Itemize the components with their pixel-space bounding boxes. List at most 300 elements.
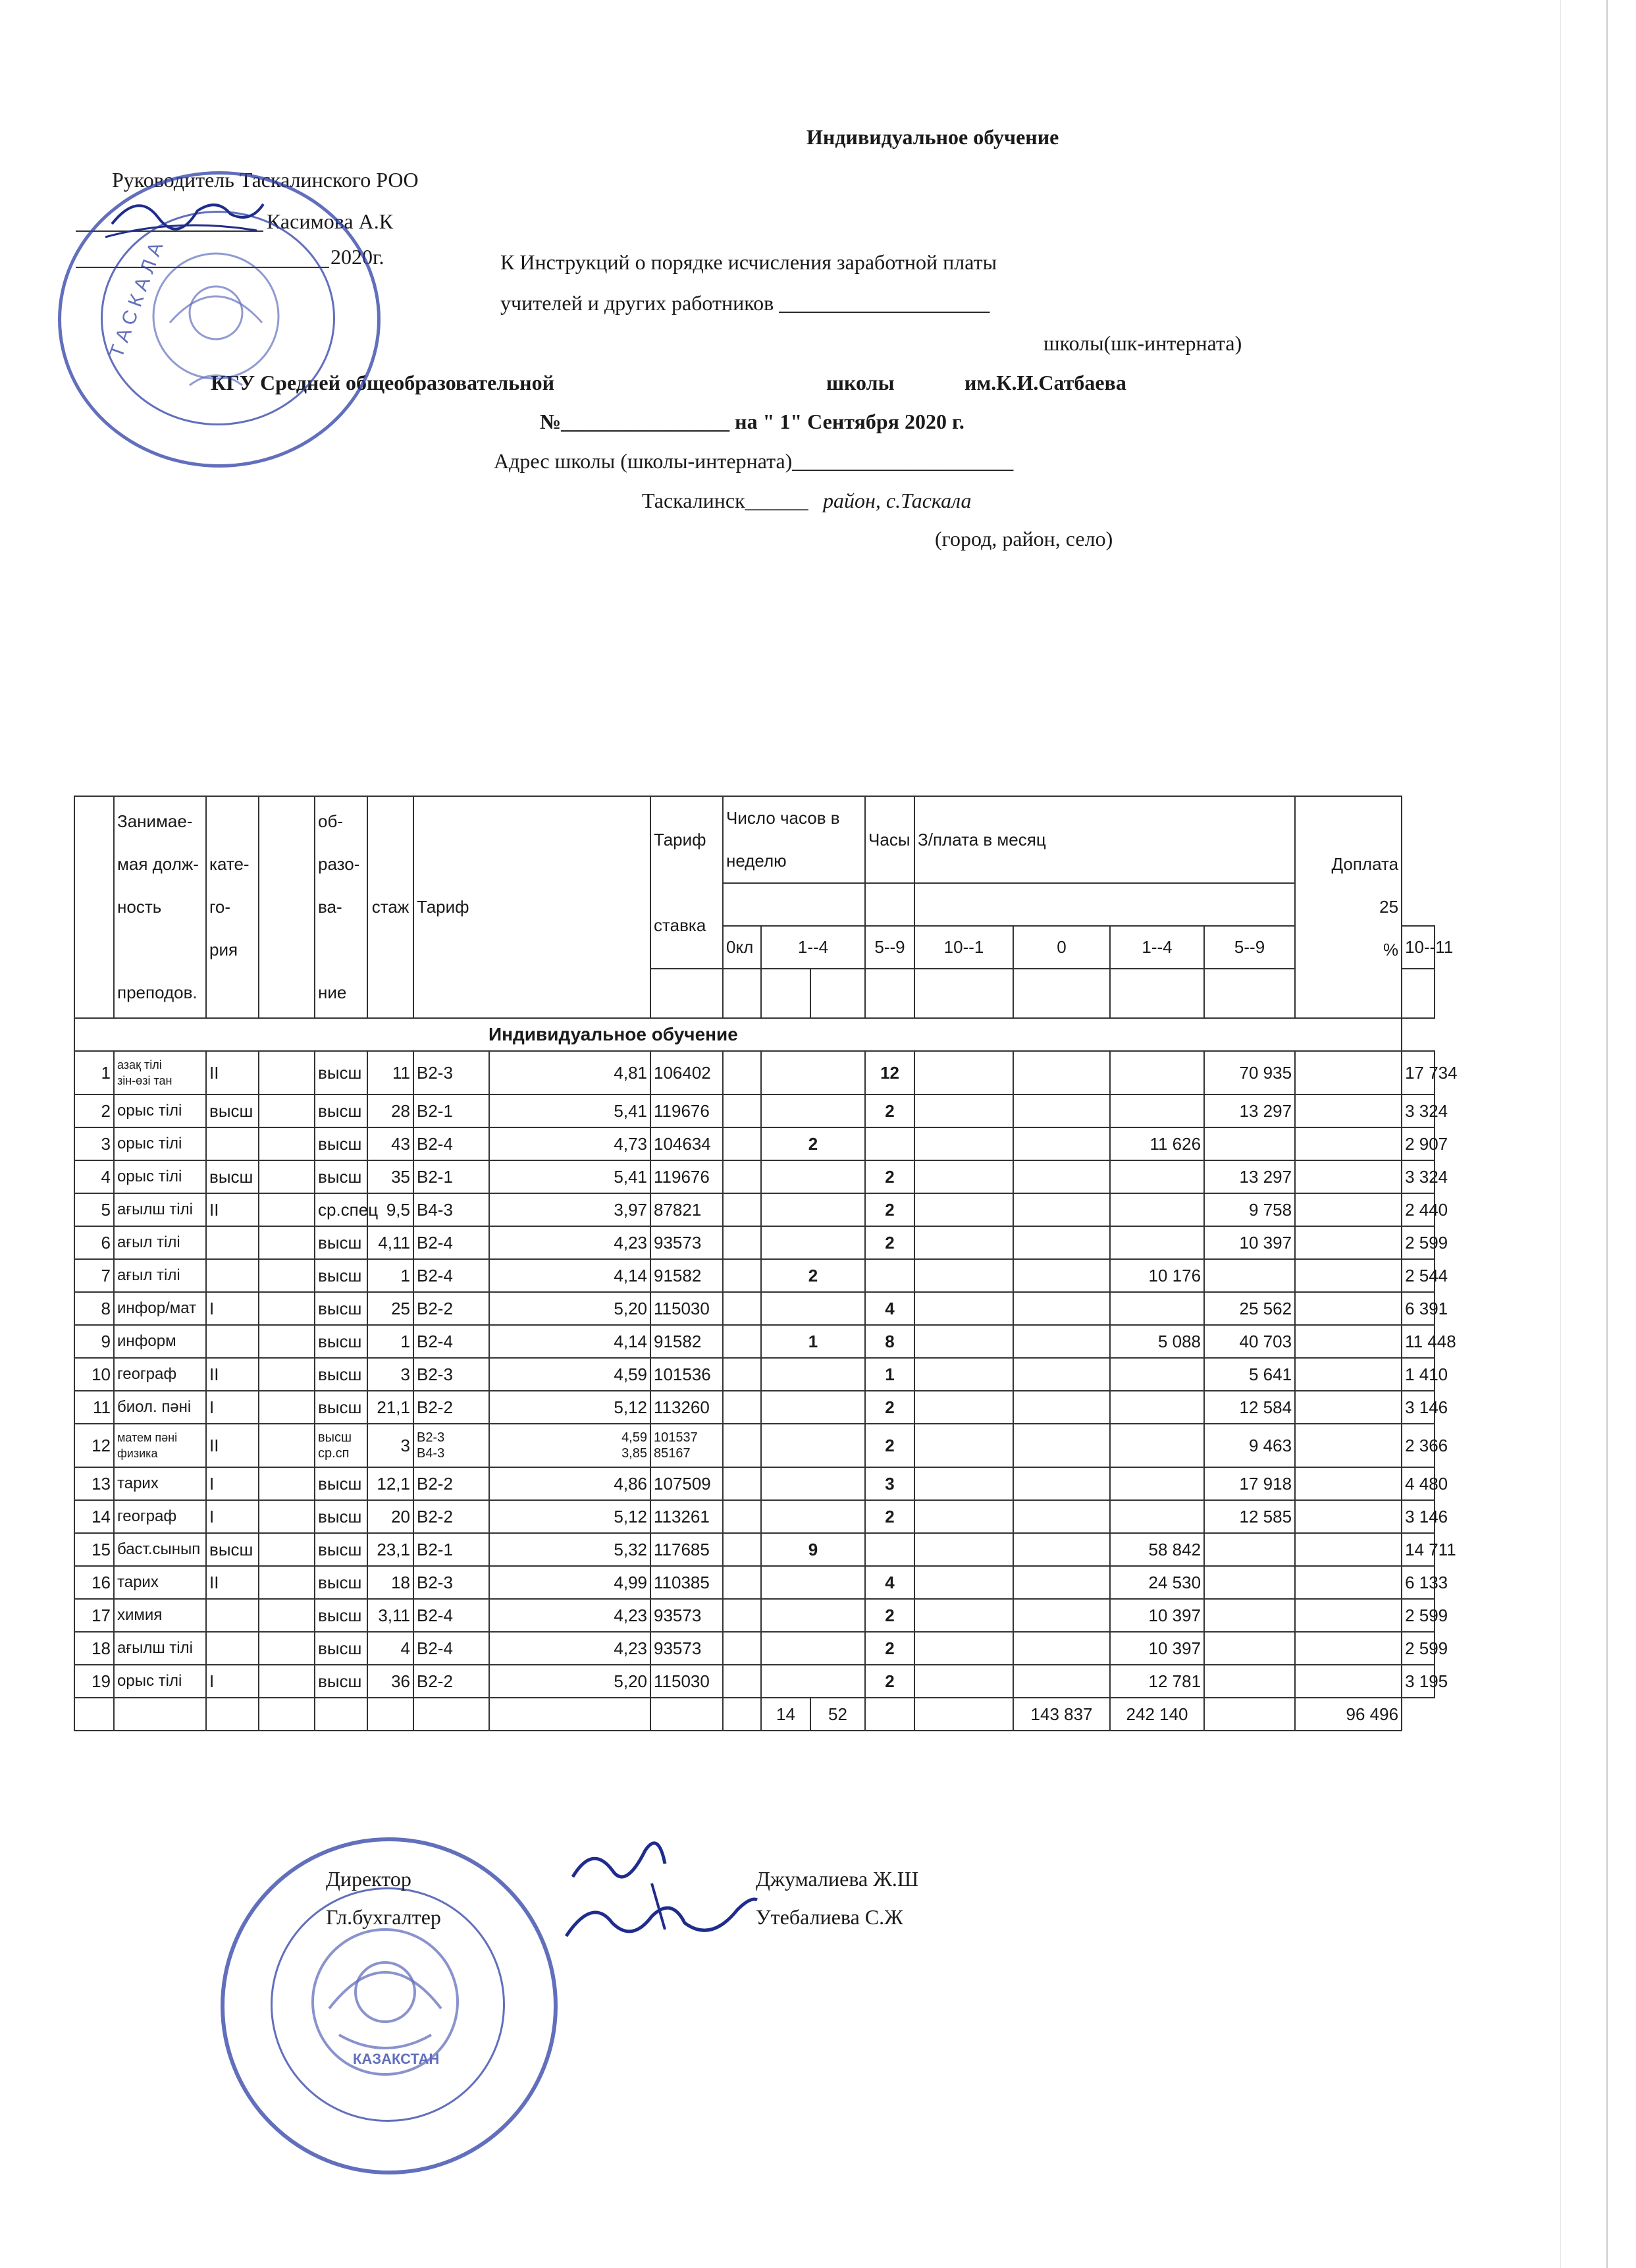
row-h0 [723, 1193, 761, 1226]
row-s0 [1013, 1533, 1110, 1566]
row-category: II [206, 1051, 259, 1094]
row-s5-9: 70 935 [1204, 1051, 1295, 1094]
row-coefficient: 4,81 [489, 1051, 650, 1094]
row-position: орыс тілі [114, 1094, 206, 1127]
row-bonus: 17 734 [1402, 1051, 1435, 1094]
row-tariff-grade: В2-4 [413, 1259, 489, 1292]
school-address: Адрес школы (школы-интерната)_____________________ [494, 449, 1014, 473]
row-s5-9: 10 397 [1204, 1226, 1295, 1259]
row-h10-11 [914, 1358, 1013, 1391]
row-s0 [1013, 1094, 1110, 1127]
row-position: орыс тілі [114, 1160, 206, 1193]
total-s5-9: 242 140 [1110, 1698, 1204, 1731]
row-bonus: 2 907 [1402, 1127, 1435, 1160]
row-s1-4: 11 626 [1110, 1127, 1204, 1160]
row-s10-11 [1295, 1665, 1402, 1698]
row-blank [259, 1094, 315, 1127]
row-education: высш [315, 1094, 367, 1127]
row-rate: 117685 [650, 1533, 723, 1566]
row-s1-4 [1110, 1292, 1204, 1325]
row-experience: 36 [367, 1665, 413, 1698]
row-h1-4 [761, 1292, 865, 1325]
row-h5-9 [865, 1127, 914, 1160]
instruction-line-2: учителей и других работников ____________________ [500, 291, 990, 315]
scan-edge-right-2 [1560, 0, 1561, 2268]
row-experience: 25 [367, 1292, 413, 1325]
row-experience: 28 [367, 1094, 413, 1127]
row-rate: 87821 [650, 1193, 723, 1226]
row-experience: 9,5 [367, 1193, 413, 1226]
row-s1-4 [1110, 1467, 1204, 1500]
table-body [74, 1051, 1458, 1698]
row-h0 [723, 1051, 761, 1094]
row-education: высш [315, 1533, 367, 1566]
row-number: 9 [74, 1325, 114, 1358]
row-h1-4: 2 [761, 1259, 865, 1292]
row-h0 [723, 1632, 761, 1665]
row-rate: 115030 [650, 1292, 723, 1325]
section-title: Индивидуальное обучение [74, 1018, 1402, 1051]
row-position: ағыл тілі [114, 1226, 206, 1259]
stamp-bottom-text: КАЗАКСТАН [353, 2051, 440, 2067]
row-s10-11 [1295, 1226, 1402, 1259]
row-bonus: 6 133 [1402, 1566, 1435, 1599]
row-coefficient: 5,20 [489, 1292, 650, 1325]
table-row [74, 1500, 1435, 1533]
row-h10-11 [914, 1259, 1013, 1292]
row-s1-4 [1110, 1424, 1204, 1467]
col-education: об- разо- ва- ние [315, 796, 367, 1018]
row-category [206, 1599, 259, 1632]
row-rate: 113261 [650, 1500, 723, 1533]
row-experience: 21,1 [367, 1391, 413, 1424]
row-s1-4 [1110, 1391, 1204, 1424]
row-h1-4 [761, 1226, 865, 1259]
row-s5-9 [1204, 1533, 1295, 1566]
row-h1-4 [761, 1665, 865, 1698]
row-s5-9: 9 463 [1204, 1424, 1295, 1467]
row-coefficient: 4,23 [489, 1599, 650, 1632]
row-bonus: 6 391 [1402, 1292, 1435, 1325]
row-h1-4 [761, 1391, 865, 1424]
row-coefficient: 4,59 [489, 1358, 650, 1391]
col-s0: 0 [1013, 926, 1110, 969]
row-position: географ [114, 1358, 206, 1391]
row-experience: 35 [367, 1160, 413, 1193]
row-experience: 1 [367, 1325, 413, 1358]
col-h0: 0кл [723, 926, 761, 969]
row-s5-9 [1204, 1127, 1295, 1160]
row-education: высш [315, 1391, 367, 1424]
row-h10-11 [914, 1094, 1013, 1127]
col-s10-11: 10--11 [1402, 926, 1435, 969]
col-bonus: Доплата 25 % [1295, 796, 1402, 1018]
row-blank [259, 1051, 315, 1094]
row-h0 [723, 1160, 761, 1193]
total-h5-9: 52 [810, 1698, 865, 1731]
row-s0 [1013, 1632, 1110, 1665]
head-name: Касимова А.К [267, 209, 394, 233]
row-rate: 119676 [650, 1094, 723, 1127]
row-h0 [723, 1358, 761, 1391]
row-number: 17 [74, 1599, 114, 1632]
row-tariff-grade: В2-4 [413, 1599, 489, 1632]
row-education: высш [315, 1665, 367, 1698]
row-rate: 104634 [650, 1127, 723, 1160]
row-h1-4 [761, 1500, 865, 1533]
row-coefficient: 4,99 [489, 1566, 650, 1599]
col-number [74, 796, 114, 1018]
row-position: ағылш тілі [114, 1632, 206, 1665]
row-s10-11 [1295, 1500, 1402, 1533]
row-tariff-grade: В2-4 [413, 1127, 489, 1160]
row-coefficient: 4,14 [489, 1325, 650, 1358]
col-category: кате- го- рия [206, 796, 259, 1018]
row-education: высш ср.сп [315, 1424, 367, 1467]
row-education: высш [315, 1566, 367, 1599]
row-education: высш [315, 1127, 367, 1160]
row-coefficient: 4,14 [489, 1259, 650, 1292]
row-tariff-grade: В2-3 В4-3 [413, 1424, 489, 1467]
row-coefficient: 4,23 [489, 1226, 650, 1259]
row-h5-9: 3 [865, 1467, 914, 1500]
row-coefficient: 5,12 [489, 1391, 650, 1424]
row-s10-11 [1295, 1259, 1402, 1292]
row-education: высш [315, 1467, 367, 1500]
row-education: высш [315, 1051, 367, 1094]
row-s1-4: 58 842 [1110, 1533, 1204, 1566]
row-s0 [1013, 1566, 1110, 1599]
director-label: Директор [326, 1867, 411, 1891]
school-type: школы(шк-интерната) [1043, 331, 1242, 355]
row-blank [259, 1127, 315, 1160]
date-year: 2020г. [330, 245, 384, 269]
row-h5-9 [865, 1533, 914, 1566]
row-h0 [723, 1259, 761, 1292]
row-bonus: 4 480 [1402, 1467, 1435, 1500]
row-tariff-grade: В2-1 [413, 1160, 489, 1193]
row-h1-4 [761, 1358, 865, 1391]
section-row [74, 1018, 1435, 1051]
head-line: Руководитель Таскалинского РОО [112, 168, 419, 192]
org-name-1: КГУ Средней общеобразовательной [211, 371, 555, 394]
row-category: I [206, 1391, 259, 1424]
table-row [74, 1566, 1435, 1599]
row-rate: 115030 [650, 1665, 723, 1698]
row-tariff-grade: В2-3 [413, 1566, 489, 1599]
table-row [74, 1094, 1435, 1127]
row-tariff-grade: В2-4 [413, 1226, 489, 1259]
row-s1-4 [1110, 1051, 1204, 1094]
row-h10-11 [914, 1533, 1013, 1566]
col-hours: Часы [865, 796, 914, 883]
row-tariff-grade: В2-2 [413, 1500, 489, 1533]
col-h5-9: 5--9 [865, 926, 914, 969]
row-s10-11 [1295, 1599, 1402, 1632]
row-h0 [723, 1665, 761, 1698]
table-row [74, 1391, 1435, 1424]
row-h1-4 [761, 1599, 865, 1632]
row-tariff-grade: В2-2 [413, 1391, 489, 1424]
row-h5-9: 12 [865, 1051, 914, 1094]
table-row [74, 1467, 1435, 1500]
row-s5-9 [1204, 1599, 1295, 1632]
row-coefficient: 5,12 [489, 1500, 650, 1533]
row-bonus: 3 146 [1402, 1500, 1435, 1533]
row-h10-11 [914, 1665, 1013, 1698]
salary-table [74, 796, 1458, 1731]
row-number: 19 [74, 1665, 114, 1698]
row-h5-9: 2 [865, 1160, 914, 1193]
row-bonus: 1 410 [1402, 1358, 1435, 1391]
row-category: II [206, 1193, 259, 1226]
row-number: 10 [74, 1358, 114, 1391]
table-header-row-1 [74, 796, 1435, 883]
accountant-label: Гл.бухгалтер [326, 1905, 441, 1929]
row-blank [259, 1424, 315, 1467]
table-row [74, 1051, 1435, 1094]
row-number: 3 [74, 1127, 114, 1160]
row-coefficient: 4,73 [489, 1127, 650, 1160]
row-position: ағыл тілі [114, 1259, 206, 1292]
org-name-2: школы [826, 371, 895, 394]
row-s1-4 [1110, 1226, 1204, 1259]
row-number: 6 [74, 1226, 114, 1259]
table-row [74, 1632, 1435, 1665]
row-coefficient: 5,41 [489, 1160, 650, 1193]
row-s1-4: 10 176 [1110, 1259, 1204, 1292]
row-s0 [1013, 1127, 1110, 1160]
row-bonus: 3 324 [1402, 1160, 1435, 1193]
row-experience: 3,11 [367, 1599, 413, 1632]
row-number: 1 [74, 1051, 114, 1094]
row-h0 [723, 1599, 761, 1632]
row-experience: 1 [367, 1259, 413, 1292]
table-row [74, 1665, 1435, 1698]
row-s5-9: 5 641 [1204, 1358, 1295, 1391]
row-number: 5 [74, 1193, 114, 1226]
row-s0 [1013, 1160, 1110, 1193]
row-h5-9: 2 [865, 1665, 914, 1698]
row-h0 [723, 1226, 761, 1259]
row-h10-11 [914, 1566, 1013, 1599]
row-coefficient: 5,41 [489, 1094, 650, 1127]
row-h5-9: 1 [865, 1358, 914, 1391]
row-coefficient: 3,97 [489, 1193, 650, 1226]
row-education: высш [315, 1632, 367, 1665]
row-s0 [1013, 1292, 1110, 1325]
row-s5-9 [1204, 1566, 1295, 1599]
row-h10-11 [914, 1599, 1013, 1632]
row-category: I [206, 1665, 259, 1698]
row-number: 15 [74, 1533, 114, 1566]
row-h5-9: 2 [865, 1632, 914, 1665]
row-s1-4: 10 397 [1110, 1599, 1204, 1632]
row-h0 [723, 1533, 761, 1566]
total-bonus: 96 496 [1295, 1698, 1402, 1731]
table-row [74, 1259, 1435, 1292]
page-title: Индивидуальное обучение [806, 125, 1059, 149]
accountant-name: Утебалиева С.Ж [756, 1905, 903, 1929]
row-education: высш [315, 1599, 367, 1632]
row-s1-4: 10 397 [1110, 1632, 1204, 1665]
row-s0 [1013, 1226, 1110, 1259]
row-experience: 11 [367, 1051, 413, 1094]
row-coefficient: 4,86 [489, 1467, 650, 1500]
total-s1-4: 143 837 [1013, 1698, 1110, 1731]
row-rate: 93573 [650, 1632, 723, 1665]
row-s0 [1013, 1193, 1110, 1226]
row-bonus: 3 146 [1402, 1391, 1435, 1424]
col-experience: стаж [367, 796, 413, 1018]
row-experience: 18 [367, 1566, 413, 1599]
row-education: высш [315, 1325, 367, 1358]
table-row [74, 1193, 1435, 1226]
row-category [206, 1259, 259, 1292]
row-category [206, 1127, 259, 1160]
row-number: 13 [74, 1467, 114, 1500]
row-h0 [723, 1325, 761, 1358]
row-position: баст.сынып [114, 1533, 206, 1566]
row-rate: 91582 [650, 1259, 723, 1292]
row-s5-9: 13 297 [1204, 1094, 1295, 1127]
row-h0 [723, 1127, 761, 1160]
row-category: II [206, 1566, 259, 1599]
row-s5-9: 17 918 [1204, 1467, 1295, 1500]
row-experience: 4 [367, 1632, 413, 1665]
row-category: I [206, 1467, 259, 1500]
table-row [74, 1358, 1435, 1391]
row-h5-9: 2 [865, 1391, 914, 1424]
row-blank [259, 1533, 315, 1566]
row-blank [259, 1325, 315, 1358]
row-bonus: 2 440 [1402, 1193, 1435, 1226]
row-tariff-grade: В2-3 [413, 1358, 489, 1391]
row-s1-4 [1110, 1358, 1204, 1391]
row-h5-9: 2 [865, 1193, 914, 1226]
row-position: химия [114, 1599, 206, 1632]
row-category: I [206, 1292, 259, 1325]
row-h10-11 [914, 1325, 1013, 1358]
district-1: Таскалинск______ [642, 489, 808, 512]
row-bonus: 2 544 [1402, 1259, 1435, 1292]
table-row [74, 1226, 1435, 1259]
row-h1-4 [761, 1467, 865, 1500]
row-rate: 107509 [650, 1467, 723, 1500]
row-s5-9: 25 562 [1204, 1292, 1295, 1325]
table-row [74, 1325, 1435, 1358]
row-position: информ [114, 1325, 206, 1358]
row-s5-9 [1204, 1259, 1295, 1292]
row-education: высш [315, 1500, 367, 1533]
row-coefficient: 5,32 [489, 1533, 650, 1566]
row-h10-11 [914, 1160, 1013, 1193]
col-tariff-rate: Тариф ставка [650, 796, 723, 969]
number-date: №________________ на " 1" Сентября 2020 г. [540, 410, 964, 433]
table-row [74, 1292, 1435, 1325]
row-education: высш [315, 1358, 367, 1391]
row-category: высш [206, 1094, 259, 1127]
row-bonus: 2 599 [1402, 1632, 1435, 1665]
row-position: тарих [114, 1467, 206, 1500]
row-blank [259, 1292, 315, 1325]
row-s10-11 [1295, 1424, 1402, 1467]
row-s1-4: 5 088 [1110, 1325, 1204, 1358]
row-category: II [206, 1424, 259, 1467]
row-category: II [206, 1358, 259, 1391]
row-experience: 23,1 [367, 1533, 413, 1566]
table-row [74, 1599, 1435, 1632]
col-h10-11: 10--1 [914, 926, 1013, 969]
row-h0 [723, 1391, 761, 1424]
row-h10-11 [914, 1632, 1013, 1665]
row-education: высш [315, 1160, 367, 1193]
row-tariff-grade: В2-4 [413, 1632, 489, 1665]
row-position: инфор/мат [114, 1292, 206, 1325]
row-h1-4 [761, 1193, 865, 1226]
director-signature [553, 1824, 764, 1956]
instruction-line-1: К Инструкций о порядке исчисления заработной платы [500, 250, 997, 274]
row-h5-9: 2 [865, 1094, 914, 1127]
col-salary: З/плата в месяц [914, 796, 1295, 883]
row-s0 [1013, 1051, 1110, 1094]
row-education: ср.спец [315, 1193, 367, 1226]
row-tariff-grade: В2-4 [413, 1325, 489, 1358]
row-h1-4: 2 [761, 1127, 865, 1160]
row-h5-9: 2 [865, 1226, 914, 1259]
col-tariff: Тариф [413, 796, 650, 1018]
row-blank [259, 1358, 315, 1391]
table-row [74, 1160, 1435, 1193]
row-blank [259, 1160, 315, 1193]
row-number: 12 [74, 1424, 114, 1467]
row-position: матем пәні физика [114, 1424, 206, 1467]
row-s5-9 [1204, 1665, 1295, 1698]
row-rate: 101537 85167 [650, 1424, 723, 1467]
row-s10-11 [1295, 1127, 1402, 1160]
row-h10-11 [914, 1500, 1013, 1533]
row-h5-9: 2 [865, 1424, 914, 1467]
row-s1-4 [1110, 1193, 1204, 1226]
row-h5-9: 4 [865, 1292, 914, 1325]
row-category [206, 1325, 259, 1358]
row-number: 18 [74, 1632, 114, 1665]
row-category [206, 1226, 259, 1259]
row-bonus: 3 324 [1402, 1094, 1435, 1127]
totals-row [74, 1698, 1435, 1731]
row-bonus: 14 711 [1402, 1533, 1435, 1566]
row-number: 8 [74, 1292, 114, 1325]
row-blank [259, 1391, 315, 1424]
row-s10-11 [1295, 1533, 1402, 1566]
row-tariff-grade: В2-1 [413, 1094, 489, 1127]
row-number: 2 [74, 1094, 114, 1127]
row-number: 16 [74, 1566, 114, 1599]
row-s5-9: 12 584 [1204, 1391, 1295, 1424]
row-s10-11 [1295, 1632, 1402, 1665]
row-tariff-grade: В2-1 [413, 1533, 489, 1566]
row-h10-11 [914, 1051, 1013, 1094]
row-s0 [1013, 1424, 1110, 1467]
row-s10-11 [1295, 1193, 1402, 1226]
row-bonus: 3 195 [1402, 1665, 1435, 1698]
row-h10-11 [914, 1391, 1013, 1424]
row-h5-9 [865, 1259, 914, 1292]
row-position: орыс тілі [114, 1127, 206, 1160]
director-name: Джумалиева Ж.Ш [756, 1867, 919, 1891]
row-blank [259, 1259, 315, 1292]
org-name-3: им.К.И.Сатбаева [964, 371, 1126, 394]
